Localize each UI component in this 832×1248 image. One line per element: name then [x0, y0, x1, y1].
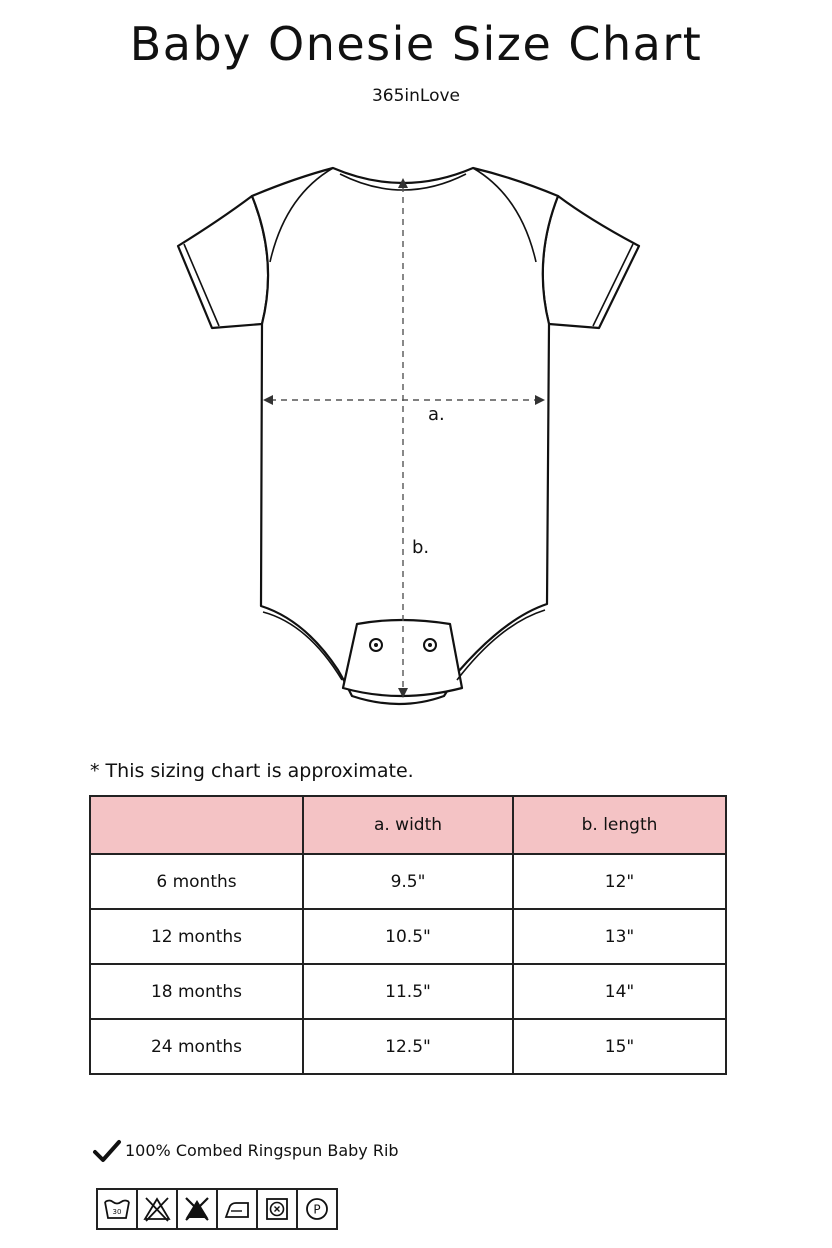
table-row	[90, 964, 726, 1019]
checkmark-icon	[92, 1139, 122, 1163]
onesie-diagram	[0, 150, 832, 720]
width-cell: 12.5"	[303, 1019, 513, 1074]
header-cell-width: a. width	[303, 796, 513, 854]
width-cell: 10.5"	[303, 909, 513, 964]
length-cell: 15"	[513, 1019, 726, 1074]
dry-clean-icon	[258, 1190, 298, 1228]
length-cell: 14"	[513, 964, 726, 1019]
header-cell-length: b. length	[513, 796, 726, 854]
care-symbols	[96, 1188, 338, 1230]
length-cell: 13"	[513, 909, 726, 964]
no-bleach-icon	[138, 1190, 178, 1228]
professional-clean-p-icon	[298, 1190, 336, 1228]
no-tumble-dry-icon	[178, 1190, 218, 1228]
size-table	[89, 795, 727, 1075]
width-cell: 9.5"	[303, 854, 513, 909]
wash-30-icon	[98, 1190, 138, 1228]
fabric-info	[92, 1138, 399, 1164]
table-row	[90, 1019, 726, 1074]
wash-temperature: 30	[112, 1208, 122, 1216]
size-cell: 12 months	[90, 909, 303, 964]
length-cell: 12"	[513, 854, 726, 909]
size-cell: 18 months	[90, 964, 303, 1019]
professional-clean-letter: P	[313, 1202, 321, 1217]
table-header-row	[90, 796, 726, 854]
width-cell: 11.5"	[303, 964, 513, 1019]
header-cell-size	[90, 796, 303, 854]
brand-name: 365inLove	[371, 86, 461, 106]
page-title: Baby Onesie Size Chart	[129, 17, 703, 71]
size-cell: 6 months	[90, 854, 303, 909]
table-row	[90, 854, 726, 909]
fabric-text: 100% Combed Ringspun Baby Rib	[125, 1141, 399, 1160]
table-row	[90, 909, 726, 964]
width-marker: a.	[428, 404, 445, 425]
length-marker: b.	[412, 537, 430, 558]
sizing-note: * This sizing chart is approximate.	[90, 760, 414, 782]
size-cell: 24 months	[90, 1019, 303, 1074]
iron-low-icon	[218, 1190, 258, 1228]
